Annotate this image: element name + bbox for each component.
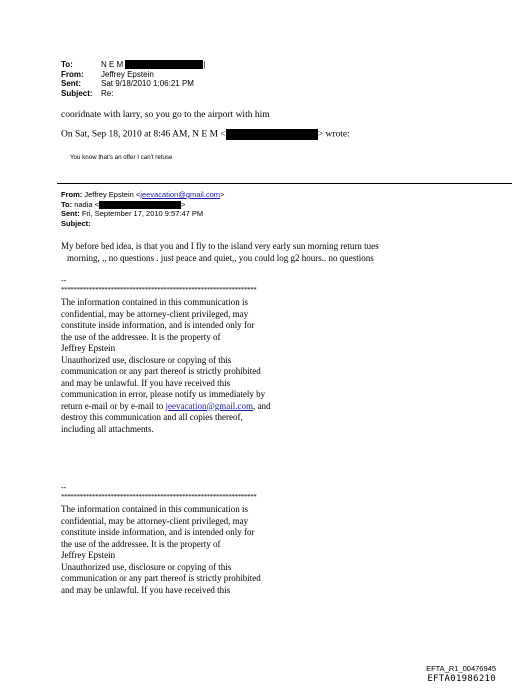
stars-line-2: *************************************************************** <box>61 493 257 501</box>
to-close-2: > <box>181 199 186 209</box>
conf-line: constitute inside information, and is intended only for <box>61 527 255 537</box>
conf-email-before: return e-mail or by e-mail to <box>61 400 166 411</box>
quoted-intro-after: > wrote: <box>317 129 350 140</box>
reply-body: cooridnate with larry, so you go to the airport with him <box>61 110 270 120</box>
sent-row <box>61 79 205 89</box>
redaction-bar <box>99 201 181 209</box>
separator-dash-2: -- <box>61 483 67 492</box>
conf-line: and may be unlawful. If you have received this <box>61 584 231 595</box>
confidentiality-notice-1 <box>61 297 381 435</box>
conf-line: Unauthorized use, disclosure or copying of this <box>61 561 232 572</box>
conf-line: constitute inside information, and is intended only for <box>61 320 255 330</box>
conf-line: Jeffrey Epstein <box>61 343 116 353</box>
subject-label-2: Subject: <box>61 218 91 228</box>
redaction-bar <box>125 60 203 69</box>
email-header-2 <box>61 190 224 228</box>
to-row: To: N E M | <box>61 60 206 69</box>
conf-email-link[interactable]: jeevacation@gmail.com <box>165 400 253 411</box>
conf-line: communication or any part thereof is strictly prohibited <box>61 573 261 583</box>
redaction-bar <box>226 129 318 140</box>
conf-line: The information contained in this communication is <box>61 504 248 514</box>
conf-line: Jeffrey Epstein <box>61 550 116 560</box>
conf-line: The information contained in this communication is <box>61 297 248 307</box>
to-label: To: <box>61 60 73 69</box>
quoted-intro <box>61 129 350 140</box>
conf-line: confidential, may be attorney-client privileged, may <box>61 308 249 319</box>
document-id-1: EFTA_R1_00476945 <box>426 664 496 673</box>
sent-value: Sat 9/18/2010 1:06:21 PM <box>101 79 194 88</box>
conf-email-line <box>61 401 381 413</box>
conf-line: destroy this communication and all copies thereof, <box>61 412 243 422</box>
conf-line: the use of the addressee. It is the property of <box>61 331 221 342</box>
subject-label: Subject: <box>61 88 93 98</box>
from-value-2: Jeffrey Epstein < <box>84 190 141 199</box>
conf-line: confidential, may be attorney-client privileged, may <box>61 515 249 526</box>
conf-line: Unauthorized use, disclosure or copying of this <box>61 354 232 365</box>
conf-line: communication or any part thereof is strictly prohibited <box>61 366 261 376</box>
quoted-intro-before: On Sat, Sep 18, 2010 at 8:46 AM, N E M < <box>61 129 226 140</box>
document-id-2: EFTA01986210 <box>427 674 496 684</box>
to-value-2: nadia < <box>74 199 100 209</box>
separator-dash-1: -- <box>61 276 67 285</box>
divider-line <box>57 183 512 184</box>
sent-row-2 <box>61 209 224 219</box>
sent-label: Sent: <box>61 79 81 88</box>
conf-line: communication in error, please notify us immediately by <box>61 389 266 399</box>
message-line-2: morning, ,, no questions . just peace and quiet,, you could log g2 hours.. no questions <box>67 253 374 263</box>
from-label: From: <box>61 69 84 79</box>
sent-label-2: Sent: <box>61 209 80 218</box>
conf-line: and may be unlawful. If you have received this <box>61 377 231 388</box>
sent-value-2: Fri, September 17, 2010 9:57:47 PM <box>81 209 204 218</box>
message-body <box>61 240 461 264</box>
email-header-1 <box>61 60 205 98</box>
from-close-2: > <box>220 190 225 199</box>
quoted-text: You know that's an offer I can't refuse <box>70 154 173 161</box>
conf-email-after: , and <box>252 400 271 411</box>
from-label-2: From: <box>61 190 83 199</box>
stars-line-1: *************************************************************** <box>61 286 257 294</box>
subject-row <box>61 89 205 99</box>
to-row-2 <box>61 200 224 210</box>
conf-line: the use of the addressee. It is the property of <box>61 538 221 549</box>
from-row-2 <box>61 190 224 200</box>
to-value: N E M <box>101 60 124 69</box>
from-row <box>61 70 205 80</box>
confidentiality-notice-2 <box>61 504 381 596</box>
conf-line: including all attachments. <box>61 423 154 434</box>
subject-value: Re: <box>101 88 114 98</box>
from-email-link[interactable]: jeevacation@gmail.com <box>140 190 221 199</box>
to-label-2: To: <box>61 199 73 209</box>
message-line-1: My before bed idea, is that you and I fly to the island very early sun morning return tues <box>61 241 379 251</box>
subject-row-2 <box>61 219 224 229</box>
from-value: Jeffrey Epstein <box>101 69 154 79</box>
